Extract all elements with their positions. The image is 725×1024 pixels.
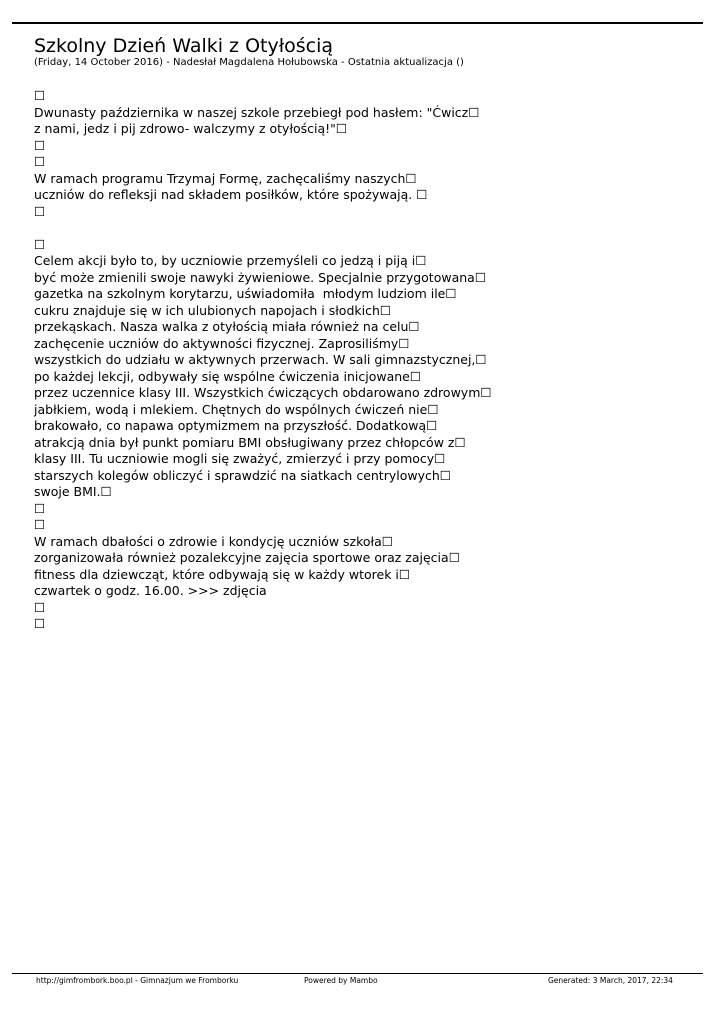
article-line: być może zmienili swoje nawyki żywieniowe. Specjalnie przygotowana☐ bbox=[34, 269, 487, 285]
article-line: ☐ bbox=[34, 599, 46, 615]
footer-generated-date: Generated: 3 March, 2017, 22:34 bbox=[548, 976, 673, 985]
article-line: przekąskach. Nasza walka z otyłością miała również na celu☐ bbox=[34, 319, 420, 334]
article-line: atrakcją dnia był punkt pomiaru BMI obsługiwany przez chłopców z☐ bbox=[34, 434, 466, 450]
page-title: Szkolny Dzień Walki z Otyłością bbox=[34, 35, 334, 57]
article-header bbox=[34, 36, 694, 69]
article-line: starszych kolegów obliczyć i sprawdzić na siatkach centrylowych☐ bbox=[34, 467, 451, 483]
article-body bbox=[34, 88, 704, 633]
article-line: czwartek o godz. 16.00. >>> zdjęcia bbox=[34, 583, 267, 598]
article-line: W ramach programu Trzymaj Formę, zachęcaliśmy naszych☐ bbox=[34, 170, 417, 186]
article-line: ☐ bbox=[34, 88, 46, 103]
article-line: Dwunasty października w naszej szkole przebiegł pod hasłem: "Ćwicz☐ bbox=[34, 104, 480, 120]
article-line: uczniów do refleksji nad składem posiłków, które spożywają. ☐ bbox=[34, 187, 428, 202]
article-line: Celem akcji było to, by uczniowie przemyśleli co jedzą i piją i☐ bbox=[34, 253, 427, 268]
article-line: brakowało, co napawa optymizmem na przyszłość. Dodatkową☐ bbox=[34, 418, 438, 433]
footer-powered-by: Powered by Mambo bbox=[304, 976, 378, 985]
article-line: ☐ bbox=[34, 154, 46, 169]
footer-rule bbox=[12, 973, 703, 974]
article-line: przez uczennice klasy III. Wszystkich ćwiczących obdarowano zdrowym☐ bbox=[34, 385, 492, 400]
footer-site-url: http://gimfrombork.boo.pl - Gimnazjum we Fromborku bbox=[36, 976, 239, 985]
article-line: ☐ bbox=[34, 236, 46, 252]
article-meta: (Friday, 14 October 2016) - Nadesłał Magdalena Hołubowska - Ostatnia aktualizacja () bbox=[34, 57, 464, 68]
article-line: ☐ bbox=[34, 137, 46, 153]
article-line: ☐ bbox=[34, 616, 46, 631]
article-line bbox=[34, 220, 704, 237]
article-line: klasy III. Tu uczniowie mogli się zważyć, zmierzyć i przy pomocy☐ bbox=[34, 451, 446, 466]
article-line: swoje BMI.☐ bbox=[34, 484, 112, 499]
article-line: gazetka na szkolnym korytarzu, uświadomiła młodym ludziom ile☐ bbox=[34, 286, 457, 301]
article-line: ☐ bbox=[34, 500, 46, 516]
article-line: zorganizowała również pozalekcyjne zajęcia sportowe oraz zajęcia☐ bbox=[34, 550, 460, 565]
article-line: fitness dla dziewcząt, które odbywają się w każdy wtorek i☐ bbox=[34, 566, 411, 582]
article-line: z nami, jedz i pij zdrowo- walczymy z otyłością!"☐ bbox=[34, 121, 348, 136]
article-line: po każdej lekcji, odbywały się wspólne ćwiczenia inicjowane☐ bbox=[34, 368, 422, 384]
article-line: jabłkiem, wodą i mlekiem. Chętnych do wspólnych ćwiczeń nie☐ bbox=[34, 401, 439, 417]
top-rule bbox=[12, 22, 703, 24]
article-line: wszystkich do udziału w aktywnych przerwach. W sali gimnazstycznej,☐ bbox=[34, 352, 487, 367]
article-line: zachęcenie uczniów do aktywności fizycznej. Zaprosiliśmy☐ bbox=[34, 335, 410, 351]
article-line: ☐ bbox=[34, 517, 46, 532]
article-line: ☐ bbox=[34, 203, 46, 219]
article-line: cukru znajduje się w ich ulubionych napojach i słodkich☐ bbox=[34, 302, 392, 318]
article-line: W ramach dbałości o zdrowie i kondycję uczniów szkoła☐ bbox=[34, 533, 393, 549]
